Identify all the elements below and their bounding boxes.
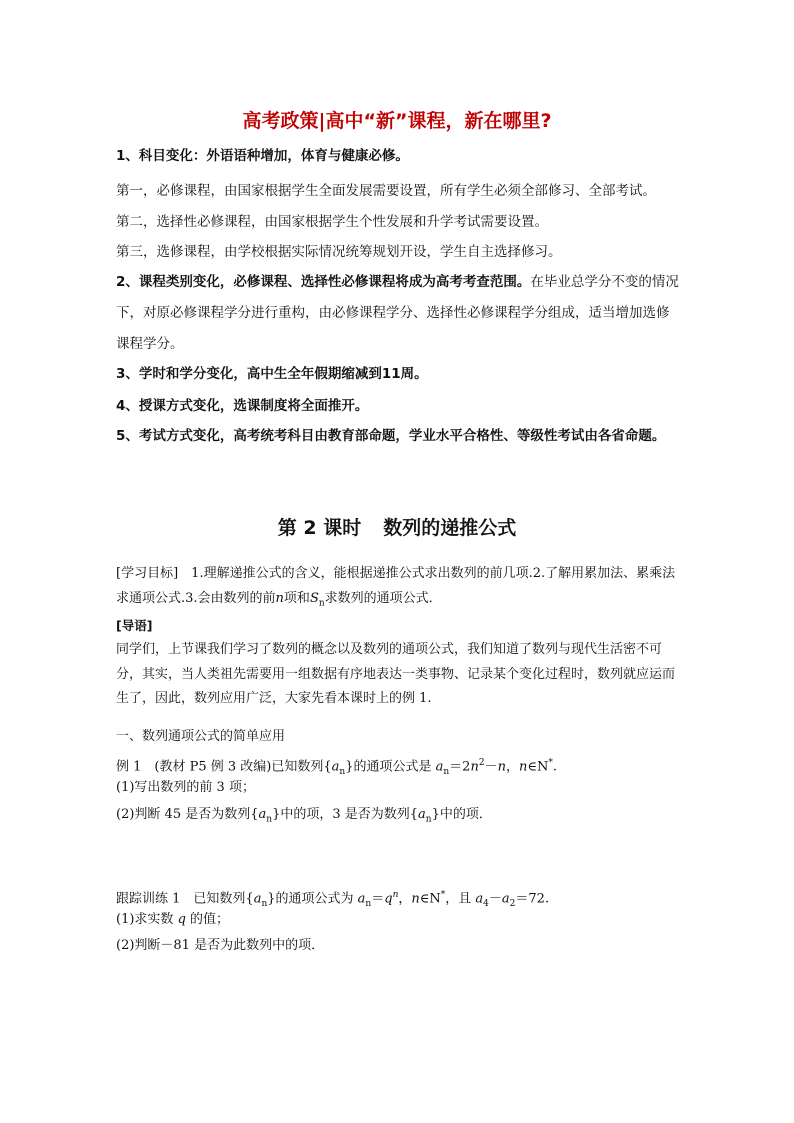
var-s: S xyxy=(309,590,319,606)
var-a: a xyxy=(475,891,484,907)
var-n: n xyxy=(518,759,528,775)
var-n: n xyxy=(497,759,506,775)
var-n: n xyxy=(470,759,479,775)
lesson-title-part2: 数列的递推公式 xyxy=(383,517,517,539)
period: . xyxy=(552,759,557,775)
var-s-subscript: n xyxy=(318,598,325,609)
example-1-question-1: (1)写出数列的前 3 项； xyxy=(116,780,255,795)
policy-line-second: 第二，选择性必修课程，由国家根据学生个性发展和升学考试需要设置。 xyxy=(116,214,548,230)
tracking-question-1 xyxy=(116,908,682,933)
policy-point-2-body: 在毕业总学分不变的情况下，对原必修课程学分进行重构，由必修课程学分、选择性必修课程学分组成，适当增加选修课程学分。 xyxy=(116,274,679,352)
lesson-title xyxy=(0,513,794,540)
learning-goals-label: [学习目标] xyxy=(116,566,179,581)
subscript-2: 2 xyxy=(509,898,516,909)
var-a: a xyxy=(258,807,267,822)
minus-sign: － xyxy=(488,891,502,907)
policy-line-third: 第三，选修课程，由学校根据实际情况统筹规划开设，学生自主选择修习。 xyxy=(116,244,562,260)
policy-line-first: 第一，必修课程，由国家根据学生全面发展需要设置，所有学生必须全部修习、全部考试。 xyxy=(116,183,656,199)
var-n: n xyxy=(411,891,420,907)
question-2-text-c: }中的项． xyxy=(431,807,492,822)
tracking-question-2: (2)判断－81 是否为此数列中的项． xyxy=(116,938,325,953)
var-a: a xyxy=(357,891,366,907)
var-a: a xyxy=(253,891,262,907)
var-a-subscript: n xyxy=(266,814,273,825)
star-superscript: * xyxy=(548,758,553,768)
exponent-2: 2 xyxy=(478,758,485,768)
var-a: a xyxy=(331,759,340,775)
in-naturals: ∈N xyxy=(527,759,549,775)
tracking-text-f: ，且 xyxy=(445,891,476,907)
var-q: q xyxy=(384,891,393,907)
intro-label: [导语] xyxy=(116,618,153,633)
var-a: a xyxy=(418,807,426,822)
var-a-subscript: n xyxy=(365,898,372,909)
learning-goals-text-a: 1.理解递推公式的含义，能根据递推公式求出数列的前几项.2.了解用累加法、累乘法求通项公式.3.会由数列的前 xyxy=(116,566,676,606)
exponent-n: n xyxy=(392,890,399,900)
var-a-subscript: n xyxy=(425,814,432,825)
example-1-text-c: ＝2 xyxy=(449,759,471,775)
policy-point-2-heading: 2、课程类别变化，必修课程、选择性必修课程将成为高考考查范围。 xyxy=(116,274,531,290)
var-a: a xyxy=(435,759,444,775)
policy-point-4: 4、授课方式变化，选课制度将全面推开。 xyxy=(116,398,369,414)
learning-goals-text-c: 求数列的通项公式． xyxy=(324,590,442,606)
policy-title: 高考政策|高中“新”课程，新在哪里? xyxy=(242,110,552,132)
tracking-text-a: 跟踪训练 1 已知数列{ xyxy=(116,891,254,907)
comma: ， xyxy=(505,759,519,775)
tracking-q1-text-a: (1)求实数 xyxy=(116,912,178,927)
policy-point-3: 3、学时和学分变化，高中生全年假期缩减到11周。 xyxy=(116,366,428,382)
tracking-q1-text-b: 的值； xyxy=(185,912,230,927)
section-1-heading: 一、数列通项公式的简单应用 xyxy=(116,729,286,744)
intro-text: 同学们，上节课我们学习了数列的概念以及数列的通项公式，我们知道了数列与现代生活密不可分，其实，当人类祖先需要用一组数据有序地表达一类事物、记录某个变化过程时，数列就应运而生了，因此，数列应用广泛，大家先看本课时上的例 1. xyxy=(116,642,676,706)
subscript-4: 4 xyxy=(483,898,489,909)
comma: ， xyxy=(398,891,412,907)
equals: ＝ xyxy=(371,891,385,907)
in-naturals: ∈N xyxy=(419,891,441,907)
example-1-text-a: 例 1 (教材 P5 例 3 改编)已知数列{ xyxy=(116,759,332,775)
var-n: n xyxy=(275,590,284,606)
policy-point-1: 1、科目变化：外语语种增加，体育与健康必修。 xyxy=(116,148,409,164)
var-a-subscript: n xyxy=(339,766,346,777)
tracking-text-g: ＝72. xyxy=(515,891,550,907)
lesson-title-part1: 第 2 课时 xyxy=(277,517,362,539)
var-q: q xyxy=(177,912,186,927)
example-1-text-b: }的通项公式是 xyxy=(345,759,436,775)
example-1-question-2 xyxy=(116,803,682,832)
policy-point-2 xyxy=(116,267,682,360)
var-a: a xyxy=(501,891,510,907)
question-2-text-b: }中的项，3 是否为数列{ xyxy=(272,807,419,822)
var-a-subscript: n xyxy=(443,766,450,777)
var-a-subscript: n xyxy=(261,898,268,909)
tracking-text-b: }的通项公式为 xyxy=(267,891,358,907)
learning-goals-text-b: 项和 xyxy=(283,590,310,606)
learning-goals xyxy=(116,562,682,616)
star-superscript: * xyxy=(440,890,446,900)
question-2-text-a: (2)判断 45 是否为数列{ xyxy=(116,807,259,822)
policy-point-5: 5、考试方式变化，高考统考科目由教育部命题，学业水平合格性、等级性考试由各省命题。 xyxy=(116,428,666,444)
minus-sign: － xyxy=(484,759,498,775)
